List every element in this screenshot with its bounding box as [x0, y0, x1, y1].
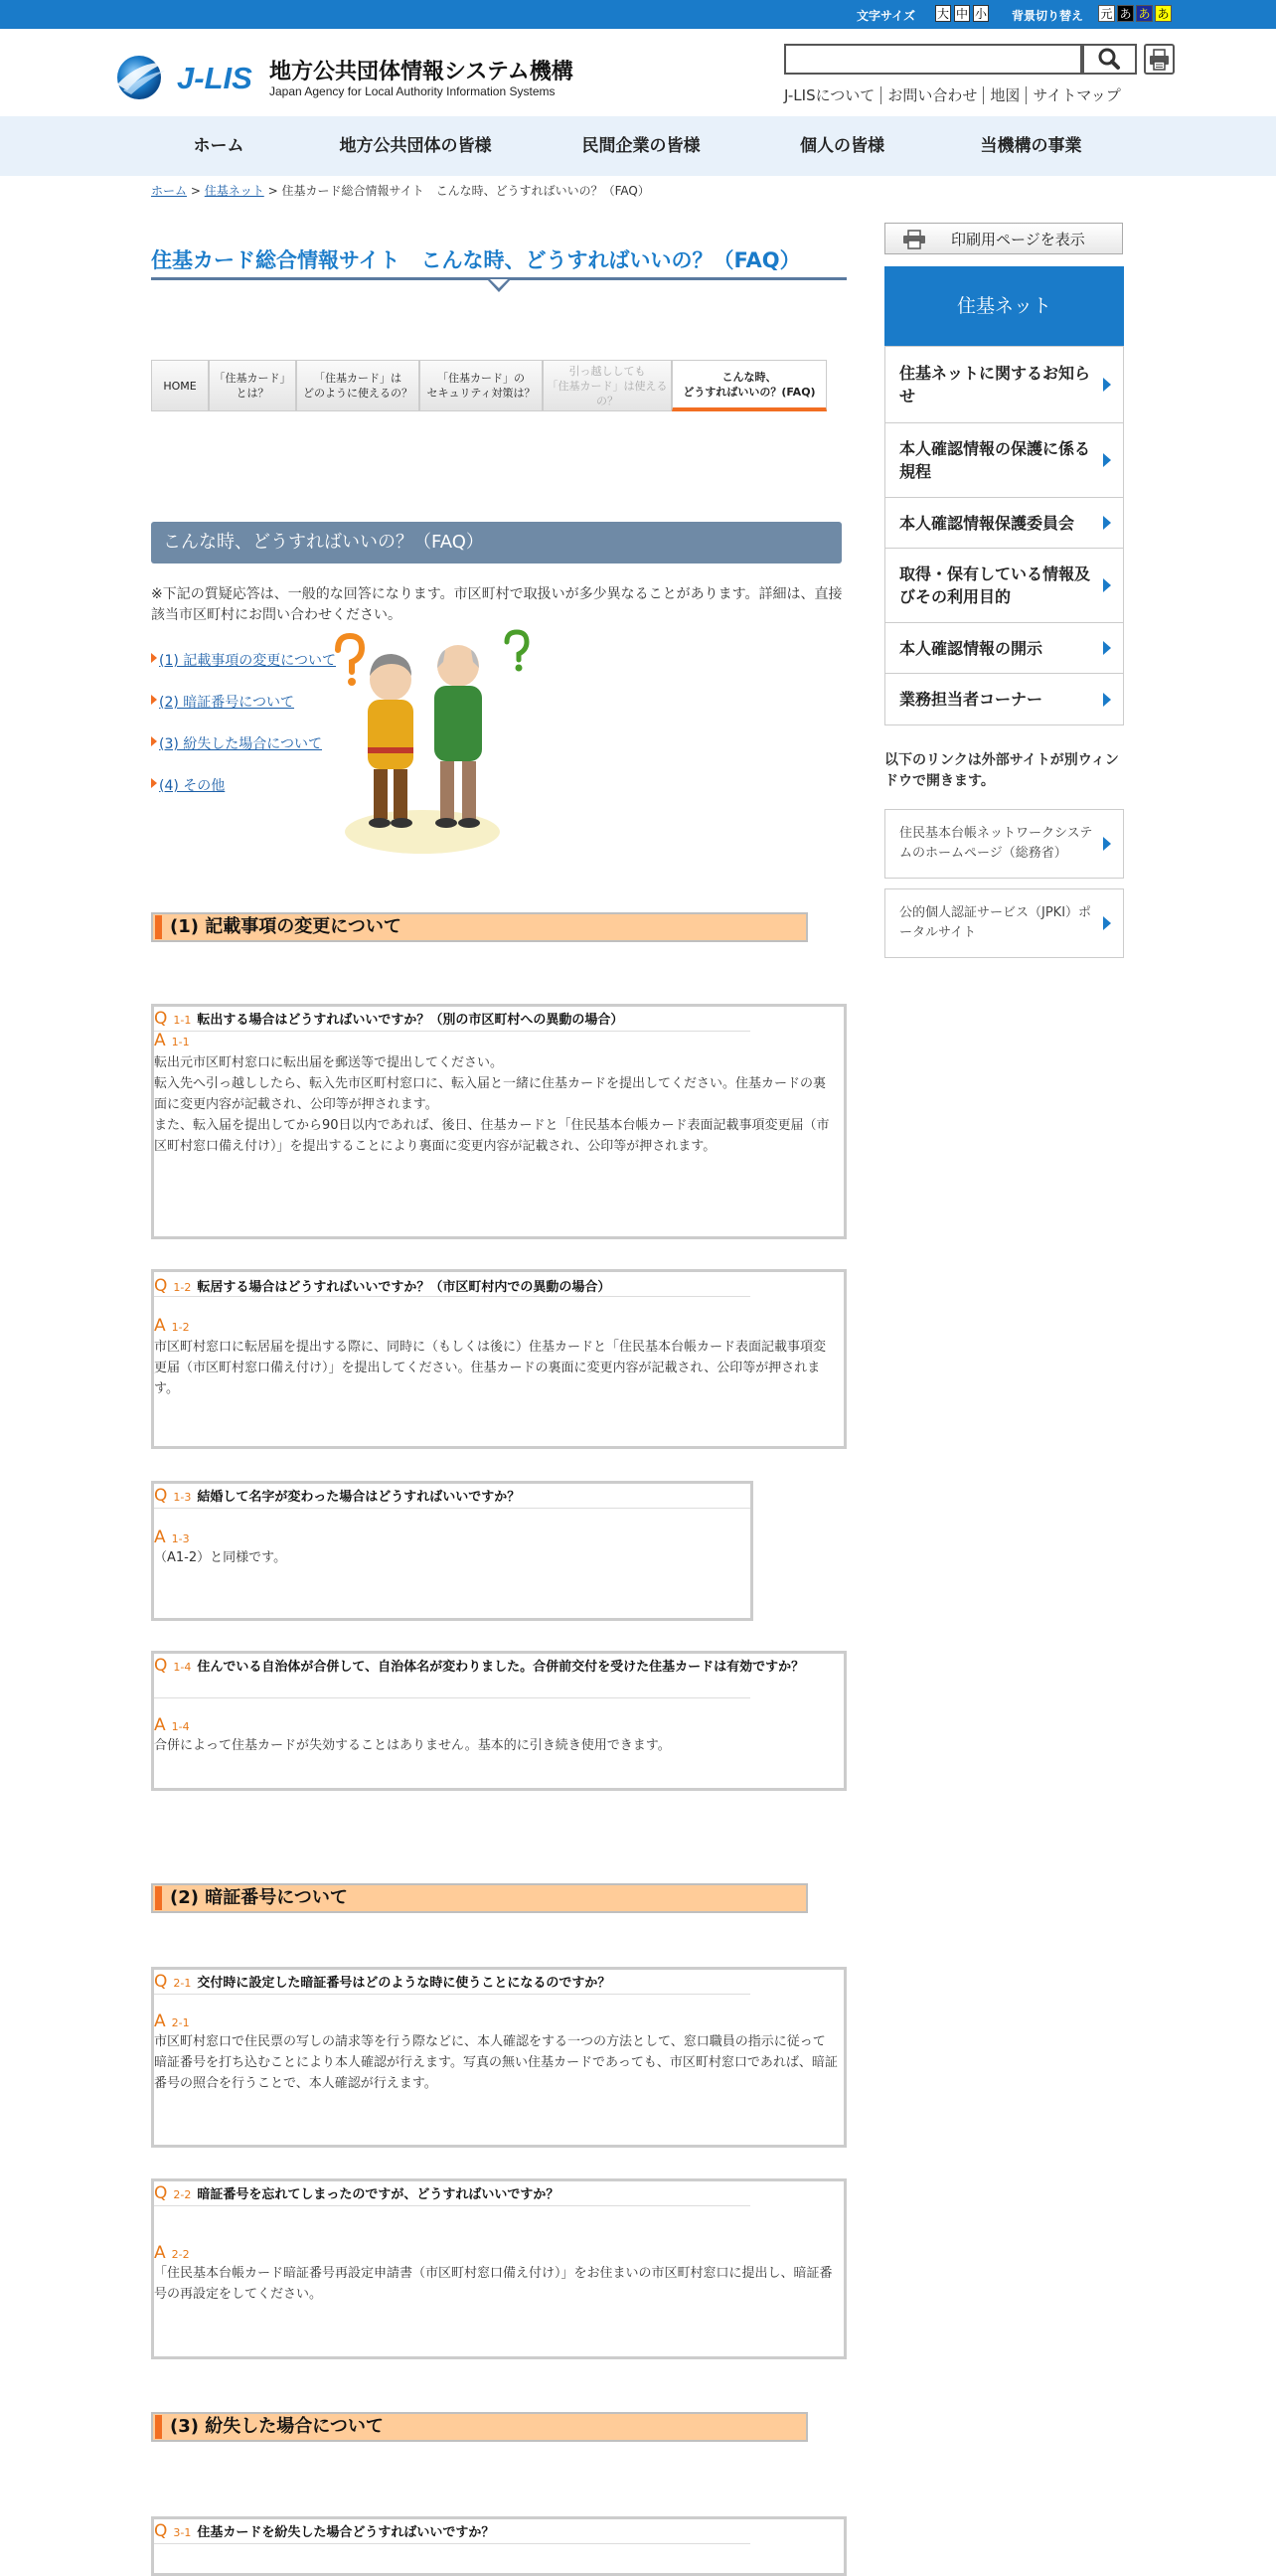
- printer-icon: [899, 230, 929, 249]
- answer-number: 1-4: [171, 1720, 190, 1733]
- question-mark: Q: [154, 1276, 168, 1296]
- faq-answer-header: [154, 1715, 196, 1735]
- faq-question: [154, 1972, 616, 1994]
- question-mark: Q: [154, 1009, 168, 1029]
- question-number: 3-1: [173, 2526, 192, 2539]
- faq-answer-header: [154, 1528, 196, 1547]
- org-name-en: Japan Agency for Local Authority Information Systems: [269, 84, 556, 98]
- search-button[interactable]: [1082, 44, 1137, 75]
- breadcrumb-sep: >: [267, 184, 278, 198]
- page-title: 住基カード総合情報サイト こんな時、どうすればいいの？（FAQ）: [151, 248, 801, 272]
- faq-question: [154, 1276, 616, 1298]
- bg-default-button[interactable]: 元: [1098, 5, 1115, 22]
- qa-separator: [154, 1031, 750, 1032]
- question-number: 1-3: [173, 1491, 192, 1504]
- elderly-couple-question-illustration: [328, 628, 542, 863]
- sidebar-item-news[interactable]: 住基ネットに関するお知らせ: [885, 347, 1123, 423]
- question-mark: Q: [154, 1486, 168, 1506]
- font-size-large-button[interactable]: 大: [936, 7, 949, 21]
- answer-mark: A: [154, 2243, 166, 2263]
- answer-text: （A1-2）と同様です。: [154, 1550, 287, 1565]
- header-link-about[interactable]: J-LISについて: [784, 86, 881, 104]
- tab-faq[interactable]: こんな時、 どうすればいいの？(FAQ): [672, 360, 827, 411]
- answer-number: 2-2: [171, 2248, 190, 2261]
- bg-blue-button[interactable]: あ: [1136, 5, 1153, 22]
- toc-link-label: (2) 暗証番号について: [159, 695, 295, 711]
- font-size-label: 文字サイズ: [857, 9, 916, 23]
- question-mark: Q: [154, 2521, 168, 2541]
- toc-link-label: (3) 紛失した場合について: [159, 736, 323, 752]
- breadcrumb-current: 住基カード総合情報サイト こんな時、どうすればいいの？（FAQ）: [281, 184, 650, 198]
- answer-number: 1-1: [171, 1036, 190, 1048]
- question-number: 2-1: [173, 1977, 192, 1990]
- toc-link-4[interactable]: [151, 775, 225, 795]
- sidebar-item-rules[interactable]: 本人確認情報の保護に係る規程: [885, 423, 1123, 498]
- answer-text: 「住民基本台帳カード暗証番号再設定申請書（市区町村窓口備え付け）」をお住まいの市区町村窓口に提出し、暗証番号の再設定をしてください。: [154, 2266, 833, 2302]
- faq-answer-header: [154, 2243, 196, 2263]
- question-text: 転居する場合はどうすればいいですか？（市区町村内での異動の場合）: [197, 1280, 611, 1295]
- faq-section-heading: こんな時、どうすればいいの？（FAQ）: [151, 522, 842, 564]
- nav-individuals[interactable]: 個人の皆様: [800, 136, 884, 156]
- faq-item-1-4: [151, 1651, 847, 1791]
- faq-question: [154, 2521, 500, 2543]
- question-text: 住基カードを紛失した場合どうすればいいですか？: [197, 2525, 495, 2540]
- sidebar-menu: [884, 346, 1124, 725]
- answer-mark: A: [154, 1715, 166, 1735]
- question-text: 住んでいる自治体が合併して、自治体名が変わりました。合併前交付を受けた住基カードは有効ですか？: [197, 1660, 805, 1675]
- faq-question: [154, 1009, 629, 1031]
- category-heading-2: (2) 暗証番号について: [151, 1883, 808, 1913]
- org-name-jp: 地方公共団体情報システム機構: [269, 60, 573, 84]
- toc-link-1[interactable]: [151, 650, 336, 670]
- nav-local-gov[interactable]: 地方公共団体の皆様: [339, 136, 492, 156]
- tab-home[interactable]: HOME: [151, 360, 209, 411]
- print-page-label: 印刷用ページを表示: [951, 231, 1085, 248]
- tab-what-is-card[interactable]: 「住基カード」 とは？: [209, 360, 296, 411]
- answer-text: 合併によって住基カードが失効することはありません。基本的に引き続き使用できます。: [154, 1738, 671, 1753]
- breadcrumb: [151, 182, 650, 199]
- logo-text[interactable]: J-LIS: [177, 61, 252, 95]
- answer-mark: A: [154, 2012, 166, 2031]
- question-mark: Q: [154, 2183, 168, 2203]
- site-header: [0, 29, 1276, 116]
- font-size-small-button[interactable]: 小: [974, 7, 987, 21]
- faq-answer-header: [154, 1031, 196, 1050]
- faq-item-3-1: [151, 2516, 847, 2576]
- print-page-button[interactable]: [884, 223, 1123, 254]
- faq-item-1-2: [151, 1269, 847, 1449]
- faq-question: [154, 2183, 564, 2205]
- faq-item-2-1: [151, 1967, 847, 2148]
- question-text: 交付時に設定した暗証番号はどのような時に使うことになるのですか？: [197, 1976, 611, 1991]
- qa-separator: [154, 1994, 750, 1995]
- sidebar-item-committee[interactable]: 本人確認情報保護委員会: [885, 498, 1123, 549]
- search-input[interactable]: [784, 44, 1082, 75]
- toc-link-label: (4) その他: [159, 778, 226, 794]
- faq-question: [154, 1486, 526, 1508]
- header-links: [784, 84, 1127, 105]
- faq-answer-header: [154, 2012, 196, 2031]
- question-number: 1-4: [173, 1661, 192, 1674]
- answer-number: 1-3: [171, 1532, 190, 1545]
- external-link-jpki[interactable]: 公的個人認証サービス（JPKI）ポータルサイト: [884, 888, 1124, 958]
- faq-item-1-3: [151, 1481, 753, 1621]
- nav-private-companies[interactable]: 民間企業の皆様: [581, 136, 701, 156]
- toc-link-2[interactable]: [151, 692, 294, 712]
- qa-separator: [154, 1296, 750, 1297]
- question-text: 転出する場合はどうすればいいですか？（別の市区町村への異動の場合）: [197, 1013, 624, 1028]
- breadcrumb-home[interactable]: ホーム: [151, 184, 188, 198]
- toc-link-label: (1) 記載事項の変更について: [159, 653, 337, 669]
- breadcrumb-juki[interactable]: 住基ネット: [204, 184, 264, 198]
- tab-how-to-use[interactable]: 「住基カード」は どのように使えるの？: [296, 360, 419, 411]
- faq-item-2-2: [151, 2178, 847, 2359]
- answer-text: 転出元市区町村窓口に転出届を郵送等で提出してください。 転入先へ引っ越ししたら、転入先市区町村窓口に、転入届と一緒に住基カードを提出してください。住基カードの裏面に変更内容が記載され、公印等が押されます。 また、転入届を提出してから90日以内であれば、後日、住基カードと「住民基本台帳カード表面記載事項変更届（市区町村窓口備え付け）」を提出することにより裏面に変更内容が記載され、公印等が押されます。: [154, 1055, 830, 1154]
- question-text: 暗証番号を忘れてしまったのですが、どうすればいいですか？: [197, 2187, 559, 2202]
- sidebar-item-info-usage[interactable]: 取得・保有している情報及びその利用目的: [885, 549, 1123, 623]
- answer-text: 市区町村窓口で住民票の写しの請求等を行う際などに、本人確認をする一つの方法として、窓口職員の指示に従って暗証番号を打ち込むことにより本人確認が行えます。写真の無い住基カードであっても、市区町村窓口であれば、暗証番号の照合を行うことで、本人確認が行えます。: [154, 2034, 838, 2091]
- question-number: 2-2: [173, 2188, 192, 2201]
- notice-text: ※下記の質疑応答は、一般的な回答になります。市区町村で取扱いが多少異なることがあります。詳細は、直接該当市区町村にお問い合わせください。: [151, 586, 843, 623]
- external-link-note: 以下のリンクは外部サイトが別ウィンドウで開きます。: [884, 752, 1119, 789]
- answer-mark: A: [154, 1031, 166, 1050]
- bg-yellow-button[interactable]: あ: [1155, 5, 1172, 22]
- print-button[interactable]: [1144, 44, 1175, 75]
- qa-separator: [154, 2543, 750, 2544]
- font-size-medium-button[interactable]: 中: [955, 7, 968, 21]
- top-utility-bar: [0, 0, 1276, 29]
- category-heading-1: (1) 記載事項の変更について: [151, 912, 808, 942]
- tab-security[interactable]: 「住基カード」の セキュリティ対策は？: [419, 360, 543, 411]
- category-heading-3: (3) 紛失した場合について: [151, 2412, 808, 2442]
- header-link-contact[interactable]: お問い合わせ: [881, 86, 984, 104]
- tab-moving[interactable]: 引っ越ししても 「住基カード」は使えるの？: [543, 360, 672, 411]
- title-notch-inner: [490, 279, 508, 288]
- header-link-sitemap[interactable]: サイトマップ: [1033, 86, 1121, 104]
- faq-question: [154, 1656, 846, 1678]
- external-link-soumu[interactable]: 住民基本台帳ネットワークシステムのホームページ（総務省）: [884, 809, 1124, 879]
- search-icon: [1084, 46, 1135, 73]
- printer-icon: [1146, 46, 1173, 73]
- qa-separator: [154, 1697, 750, 1698]
- answer-number: 2-1: [171, 2016, 190, 2029]
- background-switch-label: 背景切り替え: [1012, 9, 1084, 23]
- question-number: 1-2: [173, 1281, 192, 1294]
- global-nav: [0, 116, 1276, 176]
- nav-business[interactable]: 当機構の事業: [980, 136, 1082, 156]
- qa-separator: [154, 1508, 750, 1509]
- nav-home[interactable]: ホーム: [193, 136, 244, 156]
- question-number: 1-1: [173, 1014, 192, 1027]
- answer-mark: A: [154, 1316, 166, 1336]
- sidebar-item-staff-corner[interactable]: 業務担当者コーナー: [885, 674, 1123, 724]
- bg-black-button[interactable]: あ: [1117, 5, 1134, 22]
- faq-item-1-1: [151, 1004, 847, 1239]
- question-mark: Q: [154, 1656, 168, 1676]
- question-mark: Q: [154, 1972, 168, 1992]
- question-text: 結婚して名字が変わった場合はどうすればいいですか？: [197, 1490, 521, 1505]
- breadcrumb-sep: >: [190, 184, 201, 198]
- header-link-map[interactable]: 地図: [984, 86, 1027, 104]
- jlis-logo-mark-icon[interactable]: [107, 51, 173, 100]
- toc-link-3[interactable]: [151, 733, 322, 753]
- faq-answer-header: [154, 1316, 196, 1336]
- sub-nav-tabs: [151, 360, 827, 415]
- answer-mark: A: [154, 1528, 166, 1547]
- qa-separator: [154, 2205, 750, 2206]
- answer-number: 1-2: [171, 1321, 190, 1334]
- answer-text: 市区町村窓口に転居届を提出する際に、同時に（もしくは後に）住基カードと「住民基本台帳カード表面記載事項変更届（市区町村窓口備え付け）」を提出してください。住基カードの裏面に変更内容が記載され、公印等が押されます。: [154, 1340, 827, 1396]
- sidebar-heading[interactable]: 住基ネット: [884, 266, 1124, 346]
- sidebar-item-disclosure[interactable]: 本人確認情報の開示: [885, 623, 1123, 674]
